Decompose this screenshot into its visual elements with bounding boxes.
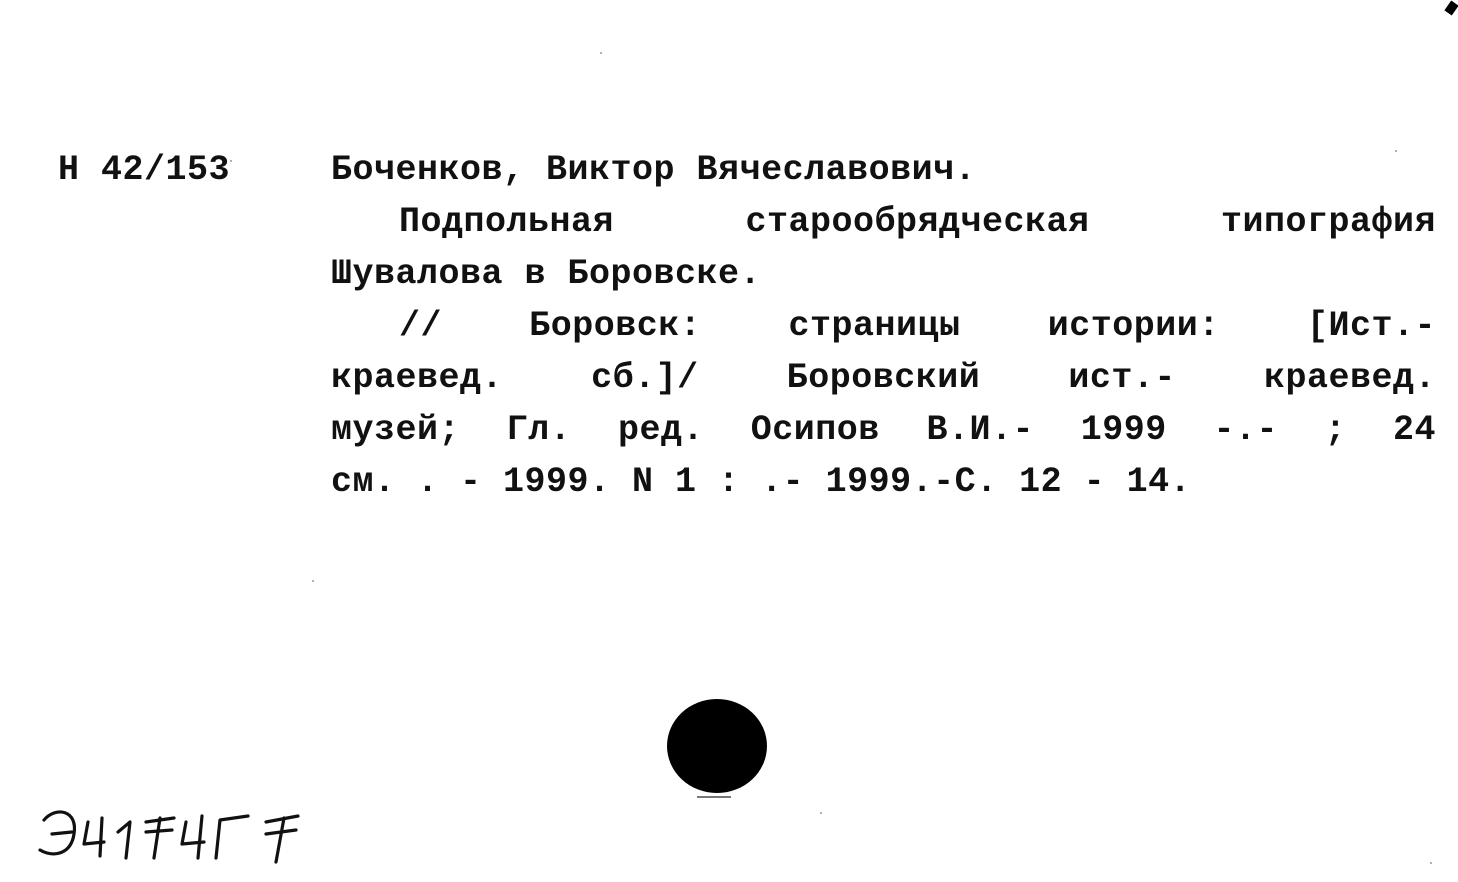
title-line-1: Подпольная старообрядческая типография [399, 202, 1436, 242]
paper-speck [820, 812, 822, 814]
punch-hole [667, 699, 767, 793]
bibliographic-entry [331, 144, 1436, 508]
handwritten-inventory-number [34, 792, 334, 872]
source-line-3: музей; Гл. ред. Осипов В.И.- 1999 -.- ; 24 [331, 410, 1436, 450]
corner-mark [1444, 1, 1458, 16]
paper-speck [1430, 862, 1432, 864]
source-line-4: см. . - 1999. N 1 : .- 1999.-С. 12 - 14. [331, 462, 1192, 502]
source-line-2: краевед. сб.]/ Боровский ист.- краевед. [331, 358, 1436, 398]
paper-speck [312, 580, 314, 582]
author-line: Боченков, Виктор Вячеславович. [331, 150, 977, 190]
source-line-1: // Боровск: страницы истории: [Ист.- [399, 306, 1436, 346]
paper-speck [600, 52, 602, 54]
title-line-2: Шувалова в Боровске. [331, 254, 762, 294]
paper-speck [1395, 150, 1397, 152]
handwritten-inventory-signature [34, 792, 334, 872]
punch-hole-shadow [697, 796, 731, 798]
paper-speck [230, 160, 232, 162]
call-number: Н 42/153 [58, 150, 231, 190]
